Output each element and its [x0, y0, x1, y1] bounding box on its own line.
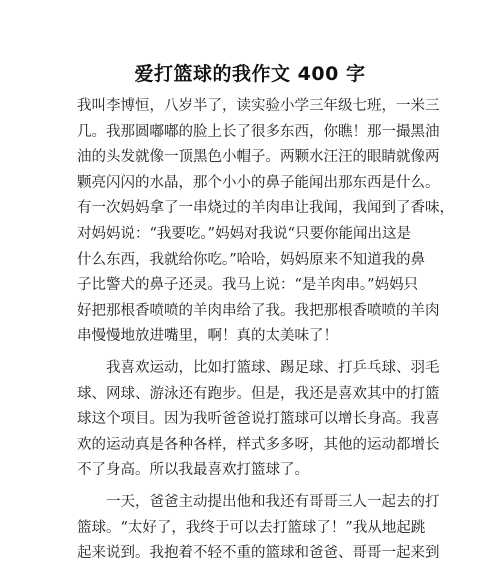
text-line: 对妈妈说：“我要吃。”妈妈对我说“只要你能闻出这是: [77, 225, 411, 242]
text-line: 不了身高。所以我最喜欢打篮球了。: [77, 462, 309, 479]
text-line: 颗亮闪闪的水晶，那个小小的鼻子能闻出那东西是什么。: [77, 174, 440, 191]
document-body: [77, 94, 454, 567]
text-line: 我喜欢运动，比如打篮球、踢足球、打乒乓球、羽毛: [106, 359, 440, 376]
text-line: 有一次妈妈拿了一串烧过的羊肉串让我闻，我闻到了香味，: [77, 200, 454, 217]
text-line: 我叫李博恒，八岁半了，读实验小学三年级七班，一米三: [77, 98, 440, 114]
text-line: 串慢慢地放进嘴里，啊！真的太美味了！: [77, 328, 338, 345]
document-title: 爱打篮球的我作文 400 字: [134, 63, 366, 85]
text-line: 一天，爸爸主动提出他和我还有哥哥三人一起去的打: [106, 493, 440, 510]
text-line: 球、网球、游泳还有跑步。但是，我还是喜欢其中的打篮: [77, 385, 440, 402]
text-line: 篮球。“太好了，我终于可以去打篮球了！”我从地起跳: [77, 519, 426, 536]
text-line: 子比警犬的鼻子还灵。我马上说：“是羊肉串。”妈妈只: [77, 277, 419, 294]
text-line: 起来说到。我抱着不轻不重的篮球和爸爸、哥哥一起来到: [77, 545, 440, 562]
text-line: 油的头发就像一顶黑色小帽子。两颗水汪汪的眼睛就像两: [77, 149, 440, 166]
text-line: 什么东西，我就给你吃。”哈哈，妈妈原来不知道我的鼻: [77, 251, 426, 268]
text-line: 球这个项目。因为我听爸爸说打篮球可以增长身高。我喜: [77, 411, 440, 428]
text-line: 好把那根香喷喷的羊肉串给了我。我把那根香喷喷的羊肉: [77, 302, 440, 319]
text-line: 欢的运动真是各种各样，样式多多呀，其他的运动都增长: [77, 436, 440, 453]
text-line: 几。我那圆嘟嘟的脸上长了很多东西，你瞧！那一撮黑油: [77, 123, 440, 140]
